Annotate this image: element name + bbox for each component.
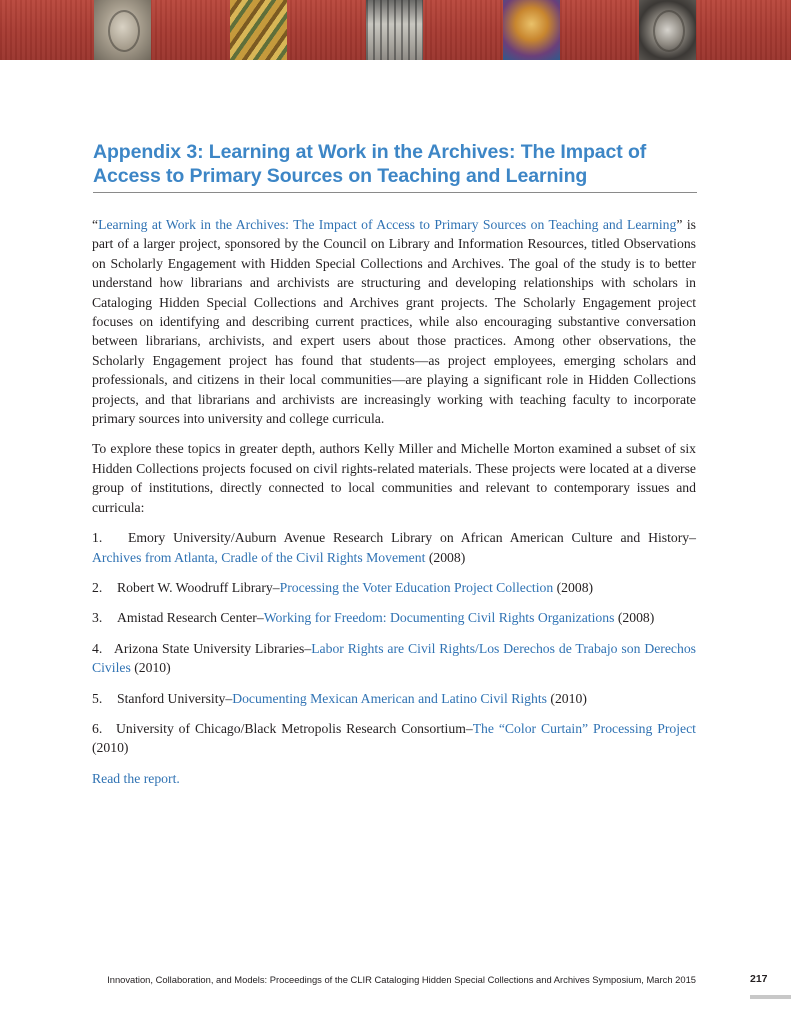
footer-citation: Innovation, Collaboration, and Models: Proceedings of the CLIR Cataloging Hidden Special Collections and Archives Symposium, March 2015 [107,974,696,985]
project-link[interactable]: Working for Freedom: Documenting Civil Rights Organizations [263,610,615,626]
read-report-link[interactable]: Read the report. [92,770,180,786]
intro-text: ” is part of a larger project, sponsored by the Council on Library and Information Resources, titled Observations on Scholarly Engagement with Hidden Special Collections and Archives. The goal of the study is to better understand how librarians and archivists are structuring and developing relationships with scholars in Cataloging Hidden Special Collections and Archives grant projects. The Scholarly Engagement project focuses on identifying and describing current practices, while also encouraging substantive conversation between librarians, archivists, and expert users about those practices. Among other observations, the Scholarly Engagement project has found that students—as project employees, emerging scholars and professionals, and citizens in their local communities—are playing a significant role in Hidden Collections projects, and that librarians and archivists are increasingly working with teaching faculty to incorporate primary sources into university and college curricula. [92,217,696,427]
report-title-link[interactable]: Learning at Work in the Archives: The Impact of Access to Primary Sources on Teaching and Learning [98,217,677,232]
list-number: 6. [92,720,103,736]
list-item [92,528,696,567]
sun-face-medallion-image [639,0,696,60]
context-paragraph: To explore these topics in greater depth, authors Kelly Miller and Michelle Morton examined a subset of six Hidden Collections projects focused on civil rights-related materials. These projects were located at a diverse group of institutions, directly connected to local communities and relevant to contemporary issues and curricula: [92,441,696,515]
project-institution: Amistad Research Center– [117,610,264,626]
project-list [92,528,696,758]
document-body [92,215,696,799]
title-divider [93,192,697,193]
project-institution: Robert W. Woodruff Library– [117,579,280,595]
project-link[interactable]: Documenting Mexican American and Latino Civil Rights [232,690,547,706]
striped-textile-image [230,0,287,60]
list-item [92,578,696,597]
project-institution: Arizona State University Libraries– [114,640,312,656]
list-item [92,639,696,678]
library-interior-image [366,0,423,60]
project-year: (2008) [425,549,466,565]
project-year: (2010) [92,740,129,756]
read-report-paragraph [92,769,696,788]
list-item [92,689,696,708]
project-year: (2010) [546,690,587,706]
header-banner [0,0,791,60]
list-number: 5. [92,690,103,706]
list-item [92,719,696,758]
project-institution: Emory University/Auburn Avenue Research Library on African American Culture and History– [128,530,696,546]
project-link[interactable]: The “Color Curtain” Processing Project [472,720,696,736]
project-link[interactable]: Labor Rights are Civil Rights/Los Derechos de Trabajo son Derechos Civiles [92,640,697,676]
quote-open: “ [92,217,99,232]
project-year: (2008) [553,579,594,595]
project-institution: Stanford University– [117,690,233,706]
page-number: 217 [750,973,768,985]
project-year: (2010) [130,660,171,676]
list-number: 2. [92,579,103,595]
medieval-carved-figure-image [94,0,151,60]
intro-paragraph [92,215,696,428]
list-item [92,608,696,627]
project-link[interactable]: Archives from Atlanta, Cradle of the Civil Rights Movement [92,549,426,565]
project-institution: University of Chicago/Black Metropolis Research Consortium– [116,720,473,736]
page-title: Appendix 3: Learning at Work in the Archives: The Impact of Access to Primary Sources on Teaching and Learning [93,141,647,187]
list-number: 4. [92,640,103,656]
page-number-bar [750,995,791,999]
list-number: 3. [92,610,103,626]
illuminated-manuscript-image [503,0,560,60]
list-number: 1. [92,530,103,546]
project-link[interactable]: Processing the Voter Education Project Collection [279,579,554,595]
project-year: (2008) [614,610,655,626]
